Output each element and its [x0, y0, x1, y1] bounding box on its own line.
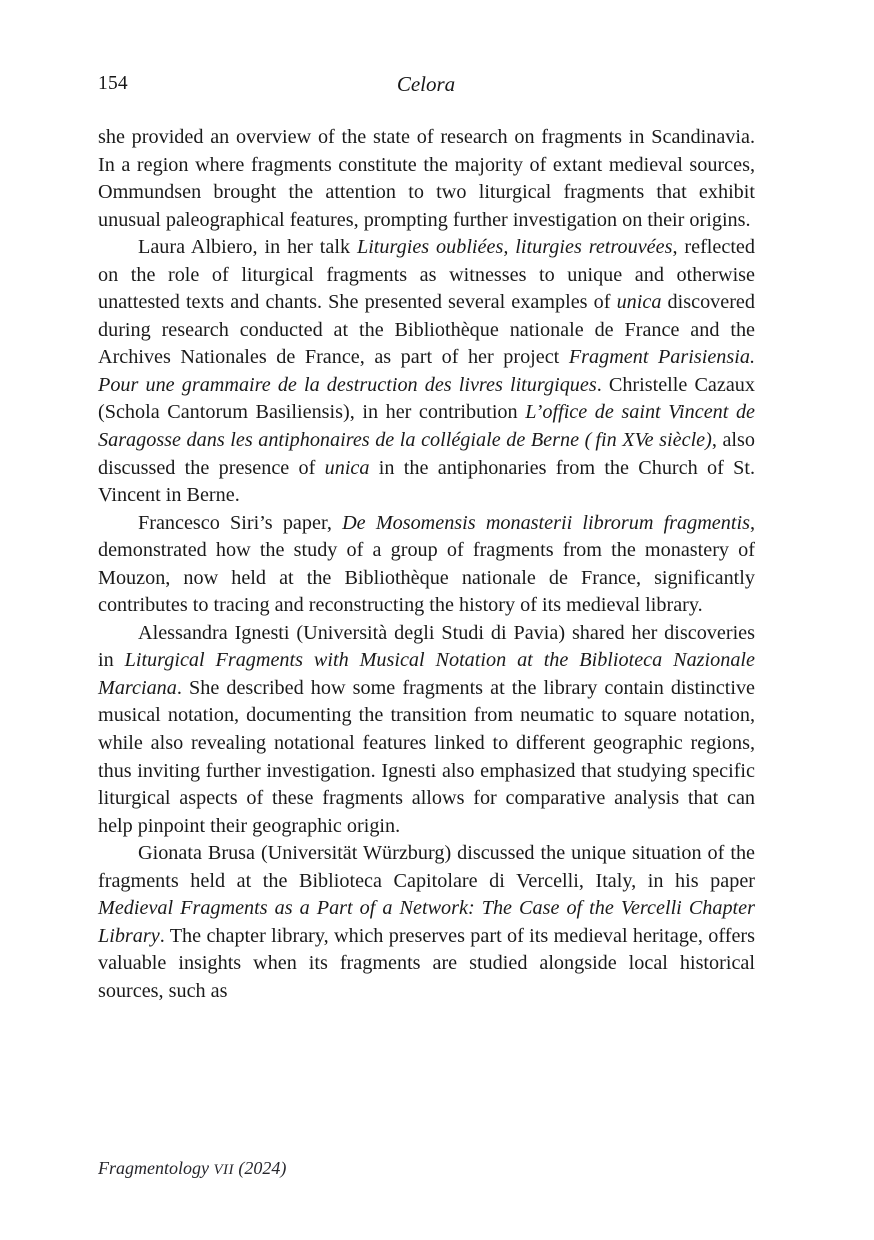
italic-title-run: Liturgies oubliées, liturgies retrouvées — [356, 236, 673, 259]
text-run: , demonstrated how the study of a group of fragments from the monastery of Mouzon, now held at the Bibliothèque nationale de France, significantly contributes to tracing and reconstructing the history of its medieval library. — [98, 511, 755, 617]
page-number: 154 — [98, 73, 128, 94]
paragraph-p1 — [98, 124, 755, 234]
footer-volume: VII — [213, 1162, 234, 1178]
text-run: she provided an overview of the state of research on fragments in Scandinavia. In a region where fragments constitute the majority of extant medieval sources, Ommundsen brought the attention to two liturgical fragments that exhibit unusual paleographical features, prompting further investigation on their origins. — [98, 126, 755, 231]
text-run: Francesco Siri’s paper, — [138, 511, 343, 534]
text-run: Laura Albiero, in her talk — [138, 236, 357, 259]
italic-title-run: De Mosomensis monasterii librorum fragmentis — [342, 511, 750, 534]
text-run: . Christelle Cazaux (Schola Cantorum Basiliensis), in her contribution — [98, 373, 755, 424]
running-head — [98, 70, 754, 98]
italic-title-run: unica — [324, 456, 370, 479]
text-run: . She described how some fragments at the library contain distinctive musical notation, documenting the transition from neumatic to square notation, while also revealing notational features linked to different geographic regions, thus inviting further investigation. Ignesti also emphasized that studying specific liturgical aspects of these fragments allows for comparative analysis that can help pinpoint their geographic origin. — [98, 676, 755, 837]
text-run: Gionata Brusa (Universität Würzburg) discussed the unique situation of the fragments held at the Biblioteca Capitolare di Vercelli, Italy, in his paper — [98, 842, 755, 892]
text-run: , reflected on the role of liturgical fragments as witnesses to unique and otherwise unattested texts and chants. She presented several examples of — [98, 236, 755, 314]
text-run: , also discussed the presence of — [98, 429, 755, 479]
text-run: . The chapter library, which preserves part of its medieval heritage, offers valuable insights when its fragments are studied alongside local historical sources, such as — [98, 924, 755, 1002]
italic-title-run: L’office de saint Vincent de Saragosse dans les antiphonaires de la collégiale de Berne ( fin XVe siècle) — [98, 401, 755, 452]
italic-title-run: Liturgical Fragments with Musical Notation at the Biblioteca Nazionale Marciana — [98, 649, 756, 699]
body-text-block — [98, 124, 755, 1006]
italic-title-run: unica — [616, 291, 662, 314]
text-run: discovered during research conducted at the Bibliothèque nationale de France and the Archives Nationales de France, as part of her project — [98, 291, 755, 369]
footer-year: (2024) — [233, 1158, 287, 1178]
footer-journal-name: Fragmentology — [98, 1158, 214, 1178]
page-footer — [98, 1158, 286, 1179]
paragraph-p5 — [98, 840, 755, 1005]
paragraph-p3 — [98, 510, 755, 620]
running-head-title: Celora — [396, 72, 456, 96]
italic-title-run: Fragment Parisiensia. Pour une grammaire de la destruction des livres liturgiques — [98, 346, 755, 396]
text-run: in the antiphonaries from the Church of St. Vincent in Berne. — [98, 456, 755, 507]
paragraph-p2 — [98, 234, 755, 509]
text-run: Alessandra Ignesti (Università degli Studi di Pavia) shared her discoveries in — [98, 621, 755, 672]
italic-title-run: Medieval Fragments as a Part of a Network: The Case of the Vercelli Chapter Library — [98, 897, 755, 947]
paragraph-p4 — [98, 620, 755, 840]
